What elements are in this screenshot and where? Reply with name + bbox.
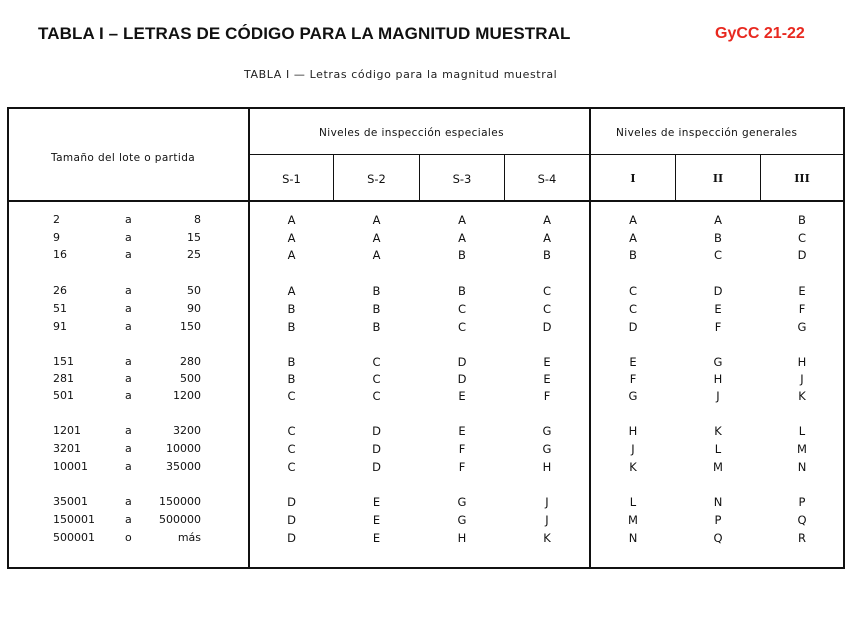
code-letter: C (457, 302, 467, 316)
code-letter: C (542, 302, 552, 316)
code-letter: C (287, 442, 296, 456)
lot-separator: a (125, 355, 132, 368)
code-letter: B (458, 284, 466, 298)
code-letter: B (372, 302, 381, 316)
lot-to: 1200 (173, 389, 201, 402)
code-letter: D (457, 372, 467, 386)
code-letter: C (372, 372, 381, 386)
lot-from: 51 (53, 302, 67, 315)
code-letter: C (628, 284, 638, 298)
lot-from: 26 (53, 284, 67, 297)
code-letter: N (713, 495, 723, 509)
code-letter: E (543, 372, 551, 386)
lot-separator: a (125, 424, 132, 437)
code-letter: G (457, 513, 467, 527)
code-letter: C (287, 389, 296, 403)
lot-separator: a (125, 513, 132, 526)
table-border-top (7, 107, 845, 109)
code-letter: M (628, 513, 638, 527)
lot-separator: a (125, 460, 132, 473)
code-letter: G (542, 442, 552, 456)
code-letter: C (287, 460, 296, 474)
code-letter: E (543, 355, 551, 369)
code-letter: C (628, 302, 638, 316)
code-letter: J (716, 389, 720, 403)
lot-from: 3201 (53, 442, 81, 455)
table-border-right (843, 107, 845, 569)
code-letter: B (372, 320, 381, 334)
code-letter: H (628, 424, 638, 438)
code-letter: B (714, 231, 722, 245)
lot-to: 280 (180, 355, 201, 368)
code-letter: A (372, 231, 381, 245)
table-caption: TABLA I — Letras código para la magnitud muestral (244, 68, 558, 81)
code-letter: L (798, 424, 806, 438)
lot-separator: a (125, 320, 132, 333)
code-letter: F (458, 460, 466, 474)
code-letter: B (629, 248, 637, 262)
lot-to: 90 (187, 302, 201, 315)
course-badge: GyCC 21-22 (715, 25, 805, 42)
code-letter: Q (713, 531, 723, 545)
code-letter: F (543, 389, 551, 403)
lot-separator: a (125, 284, 132, 297)
code-letter: E (458, 389, 466, 403)
code-letter: K (714, 424, 722, 438)
code-letter: B (543, 248, 551, 262)
lot-separator: a (125, 389, 132, 402)
code-letter: A (372, 248, 381, 262)
lot-to: 50 (187, 284, 201, 297)
column-header-i: I (630, 172, 636, 185)
column-header-ii: II (712, 172, 724, 185)
column-header-s1: S-1 (282, 172, 301, 186)
code-letter: H (797, 355, 807, 369)
lot-to: 10000 (166, 442, 201, 455)
code-letter: A (458, 213, 466, 227)
code-letter: F (629, 372, 637, 386)
code-letter: N (628, 531, 638, 545)
lot-to: 35000 (166, 460, 201, 473)
code-letter: F (798, 302, 806, 316)
code-letter: B (798, 213, 806, 227)
table-border-bottom (7, 567, 845, 569)
code-letter: R (798, 531, 806, 545)
lot-from: 1201 (53, 424, 81, 437)
lot-from: 2 (53, 213, 60, 226)
lot-to: 150 (180, 320, 201, 333)
code-letter: D (287, 531, 296, 545)
code-letter: P (714, 513, 722, 527)
code-letter: G (628, 389, 638, 403)
code-letter: D (372, 424, 381, 438)
code-letter: B (458, 248, 466, 262)
column-header-iii: III (794, 172, 810, 185)
code-letter: L (714, 442, 722, 456)
code-letter: C (797, 231, 807, 245)
code-letter: B (287, 302, 296, 316)
code-letter: J (545, 513, 549, 527)
code-letter: C (372, 355, 381, 369)
code-letter: A (629, 213, 637, 227)
code-letter: F (714, 320, 722, 334)
lot-to: más (177, 531, 201, 544)
code-letter: D (713, 284, 723, 298)
special-levels-header: Niveles de inspección especiales (319, 127, 504, 139)
code-letter: A (287, 248, 296, 262)
code-letter: D (628, 320, 638, 334)
lot-to: 15 (187, 231, 201, 244)
code-letter: C (542, 284, 552, 298)
code-letter: A (543, 231, 551, 245)
code-letter: A (458, 231, 466, 245)
lot-separator: a (125, 495, 132, 508)
code-letter: H (713, 372, 723, 386)
code-letter: K (629, 460, 637, 474)
lot-from: 35001 (53, 495, 88, 508)
lot-from: 9 (53, 231, 60, 244)
code-letter: E (629, 355, 637, 369)
code-letter: C (372, 389, 381, 403)
lot-from: 281 (53, 372, 74, 385)
code-letter: A (287, 213, 296, 227)
lot-separator: a (125, 231, 132, 244)
code-letter: E (714, 302, 722, 316)
code-letter: B (287, 320, 296, 334)
lot-size-header: Tamaño del lote o partida (51, 152, 196, 164)
column-header-s4: S-4 (537, 172, 557, 186)
code-letter: D (287, 495, 296, 509)
code-letter: G (457, 495, 467, 509)
code-letter: C (457, 320, 467, 334)
code-letter: D (797, 248, 807, 262)
code-letter-table (7, 107, 845, 569)
code-letter: Q (797, 513, 807, 527)
lot-separator: a (125, 302, 132, 315)
code-letter: C (713, 248, 723, 262)
lot-separator: a (125, 248, 132, 261)
lot-from: 150001 (53, 513, 95, 526)
code-letter: J (800, 372, 804, 386)
lot-from: 10001 (53, 460, 88, 473)
code-letter: A (287, 231, 296, 245)
code-letter: A (714, 213, 722, 227)
code-letter: M (797, 442, 807, 456)
code-letter: G (713, 355, 723, 369)
code-letter: K (798, 389, 806, 403)
code-letter: G (542, 424, 552, 438)
lot-to: 8 (194, 213, 201, 226)
code-letter: P (798, 495, 806, 509)
code-letter: F (458, 442, 466, 456)
code-letter: D (457, 355, 467, 369)
lot-to: 25 (187, 248, 201, 261)
code-letter: J (545, 495, 549, 509)
code-letter: B (372, 284, 381, 298)
code-letter: D (287, 513, 296, 527)
code-letter: D (372, 442, 381, 456)
code-letter: A (287, 284, 296, 298)
code-letter: B (287, 372, 296, 386)
code-letter: D (542, 320, 552, 334)
subheader-divider (248, 154, 845, 155)
general-levels-header: Niveles de inspección generales (616, 127, 798, 139)
lot-from: 501 (53, 389, 74, 402)
lot-from: 500001 (53, 531, 95, 544)
slide-title: TABLA I – LETRAS DE CÓDIGO PARA LA MAGNITUD MUESTRAL (38, 24, 571, 43)
code-letter: N (797, 460, 807, 474)
lot-from: 16 (53, 248, 67, 261)
code-letter: E (798, 284, 806, 298)
code-letter: M (713, 460, 723, 474)
code-letter: H (457, 531, 467, 545)
lot-to: 500000 (159, 513, 201, 526)
code-letter: A (629, 231, 637, 245)
code-letter: H (542, 460, 552, 474)
code-letter: A (543, 213, 551, 227)
code-letter: E (372, 513, 381, 527)
code-letter: C (287, 424, 296, 438)
code-letter: B (287, 355, 296, 369)
lot-to: 3200 (173, 424, 201, 437)
table-border-left (7, 107, 9, 569)
code-letter: L (629, 495, 637, 509)
lot-separator: o (125, 531, 132, 544)
column-header-s3: S-3 (452, 172, 472, 186)
header-divider (7, 200, 845, 202)
code-letter: J (631, 442, 635, 456)
lot-to: 150000 (159, 495, 201, 508)
code-letter: G (797, 320, 807, 334)
lot-separator: a (125, 442, 132, 455)
code-letter: D (372, 460, 381, 474)
column-header-s2: S-2 (367, 172, 386, 186)
code-letter: K (543, 531, 551, 545)
code-letter: E (372, 531, 381, 545)
lot-from: 91 (53, 320, 67, 333)
lot-separator: a (125, 213, 132, 226)
code-letter: E (458, 424, 466, 438)
lot-to: 500 (180, 372, 201, 385)
code-letter: A (372, 213, 381, 227)
lot-from: 151 (53, 355, 74, 368)
code-letter: E (372, 495, 381, 509)
lot-separator: a (125, 372, 132, 385)
